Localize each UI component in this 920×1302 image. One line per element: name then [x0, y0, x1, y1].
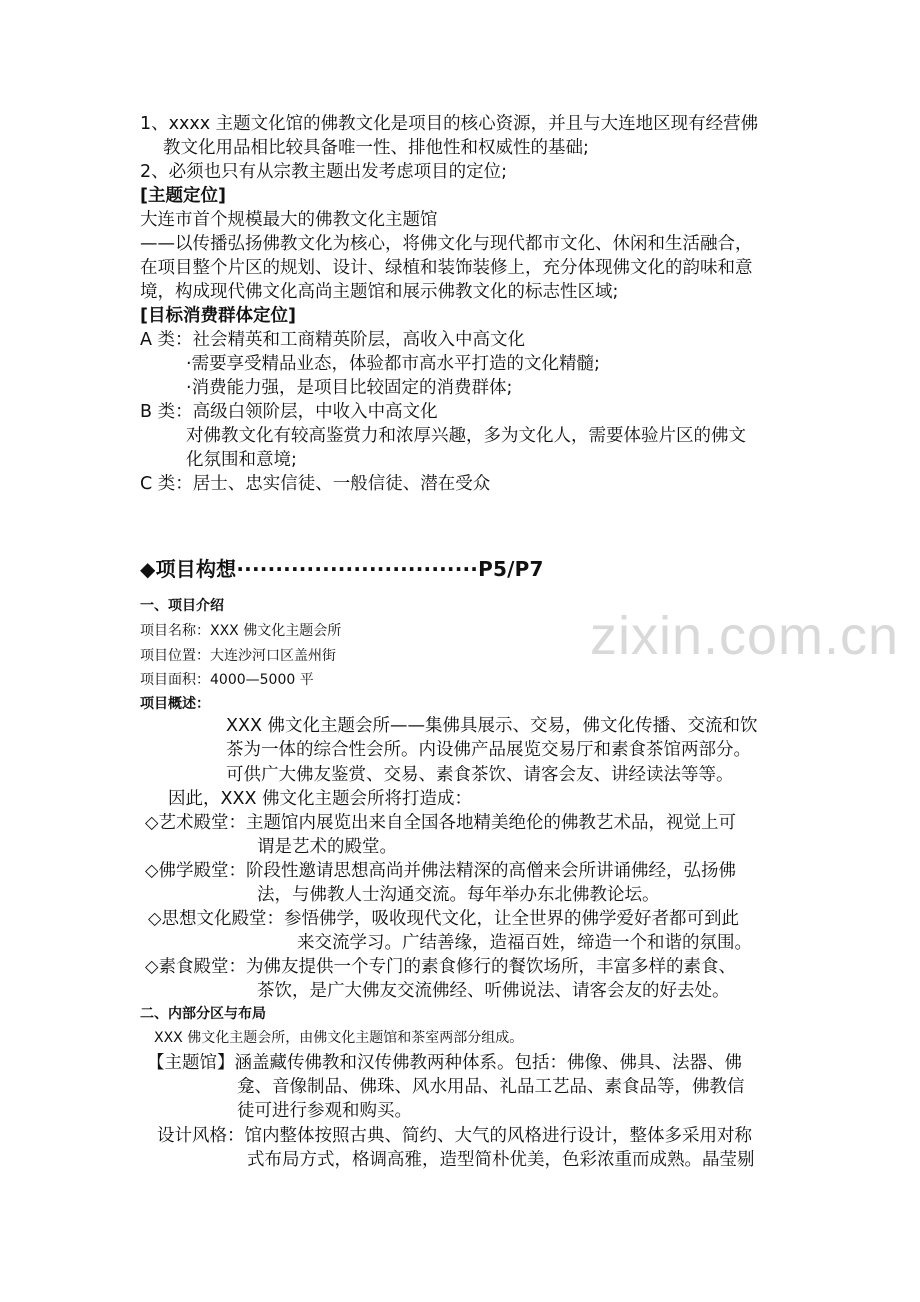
list-item: ·需要享受精品业态，体验都市高水平打造的文化精髓; — [186, 354, 600, 374]
list-item: 化氛围和意境; — [186, 450, 297, 470]
paragraph-line: 龛、音像制品、佛珠、风水用品、礼品工艺品、素食品等，佛教信 — [237, 1077, 745, 1097]
paragraph-line: 设计风格：馆内整体按照古典、简约、大气的风格进行设计，整体多采用对称 — [157, 1126, 752, 1146]
paragraph-line: 境，构成现代佛文化高尚主题馆和展示佛教文化的标志性区域; — [140, 282, 619, 302]
paragraph-line: 教文化用品相比较具备唯一性、排他性和权威性的基础; — [163, 138, 589, 158]
list-item-art: 谓是艺术的殿堂。 — [257, 837, 397, 857]
paragraph-line: 因此，XXX 佛文化主题会所将打造成： — [168, 789, 473, 809]
project-area: 项目面积：4000—5000 平 — [140, 672, 314, 688]
paragraph-line: XXX 佛文化主题会所，由佛文化主题馆和茶室两部分组成。 — [154, 1030, 524, 1046]
list-item: A 类：社会精英和工商精英阶层，高收入中高文化 — [140, 330, 526, 350]
paragraph-line: XXX 佛文化主题会所——集佛具展示、交易，佛文化传播、交流和饮 — [226, 716, 758, 736]
paragraph-line: 1、xxxx 主题文化馆的佛教文化是项目的核心资源，并且与大连地区现有经营佛 — [140, 114, 759, 134]
overview-heading: 项目概述： — [140, 696, 210, 712]
subheading-intro: 一、项目介绍 — [140, 598, 224, 614]
subheading-layout: 二、内部分区与布局 — [140, 1006, 266, 1022]
paragraph-line: 可供广大佛友鉴赏、交易、素食茶饮、请客会友、讲经读法等等。 — [226, 765, 734, 785]
list-item: 对佛教文化有较高鉴赏力和浓厚兴趣，多为文化人，需要体验片区的佛文 — [186, 426, 746, 446]
paragraph-line: 在项目整个片区的规划、设计、绿植和装饰装修上，充分体现佛文化的韵味和意 — [140, 258, 753, 278]
subheading-theme: [主题定位] — [140, 186, 226, 206]
list-item-thought: ◇思想文化殿堂：参悟佛学，吸收现代文化，让全世界的佛学爱好者都可到此 — [148, 909, 739, 929]
paragraph-line: 茶为一体的综合性会所。内设佛产品展览交易厅和素食茶馆两部分。 — [226, 740, 751, 760]
paragraph-line: ——以传播弘扬佛教文化为核心，将佛文化与现代都市文化、休闲和生活融合， — [140, 234, 753, 254]
project-location: 项目位置：大连沙河口区盖州街 — [140, 648, 336, 664]
list-item-vegetarian: ◇素食殿堂：为佛友提供一个专门的素食修行的餐饮场所，丰富多样的素食、 — [145, 957, 736, 977]
section-heading: ◆项目构想·······························P5/P7 — [140, 557, 544, 581]
list-item: C 类：居士、忠实信徒、一般信徒、潜在受众 — [140, 474, 491, 494]
list-item-art: ◇艺术殿堂：主题馆内展览出来自全国各地精美绝伦的佛教艺术品，视觉上可 — [145, 813, 736, 833]
list-item-vegetarian: 茶饮，是广大佛友交流佛经、听佛说法、请客会友的好去处。 — [257, 981, 730, 1001]
subheading-target: [目标消费群体定位] — [140, 306, 296, 326]
list-item-thought: 来交流学习。广结善缘，造福百姓，缔造一个和谐的氛围。 — [297, 933, 752, 953]
paragraph-line: 【主题馆】涵盖藏传佛教和汉传佛教两种体系。包括：佛像、佛具、法器、佛 — [147, 1053, 742, 1073]
paragraph-line: 2、必须也只有从宗教主题出发考虑项目的定位; — [140, 162, 508, 182]
watermark: zixin.com.cn — [590, 606, 900, 666]
list-item-study: ◇佛学殿堂：阶段性邀请思想高尚并佛法精深的高僧来会所讲诵佛经，弘扬佛 — [145, 861, 736, 881]
paragraph-line: 式布局方式，格调高雅，造型简朴优美，色彩浓重而成熟。晶莹剔 — [247, 1150, 755, 1170]
project-name: 项目名称：XXX 佛文化主题会所 — [140, 623, 342, 639]
list-item: ·消费能力强，是项目比较固定的消费群体; — [186, 378, 513, 398]
list-item-study: 法，与佛教人士沟通交流。每年举办东北佛教论坛。 — [257, 885, 660, 905]
theme-title: 大连市首个规模最大的佛教文化主题馆 — [140, 210, 438, 230]
list-item: B 类：高级白领阶层，中收入中高文化 — [140, 402, 438, 422]
paragraph-line: 徒可进行参观和购买。 — [237, 1101, 412, 1121]
